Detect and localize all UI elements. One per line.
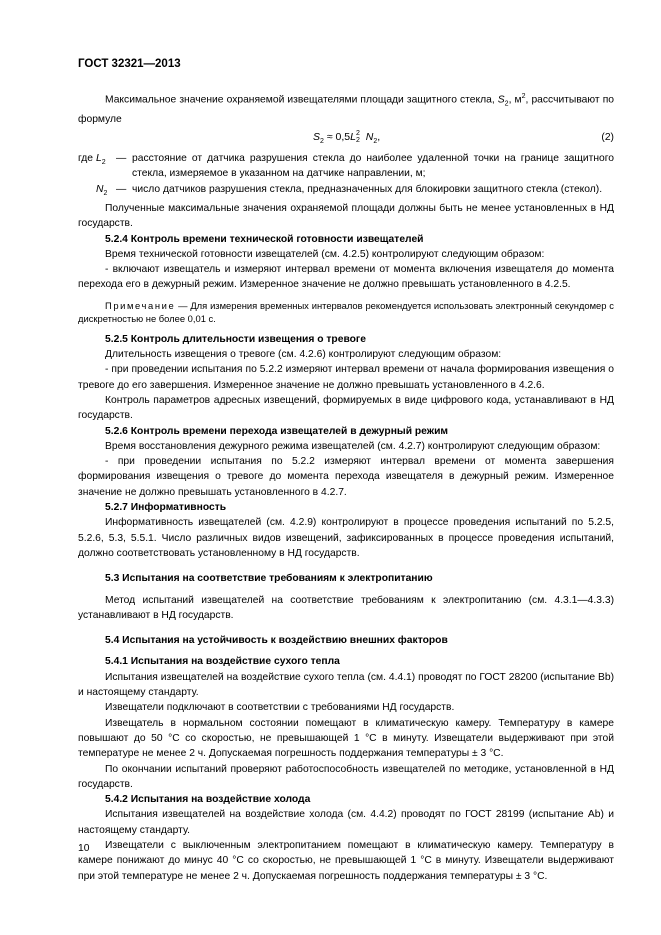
where-spacer	[78, 182, 96, 201]
note-label: Примечание	[105, 299, 176, 311]
where-n2-dash: —	[116, 183, 127, 195]
formula-lhs: S	[313, 131, 321, 144]
section-gap	[78, 623, 614, 633]
where-label: где	[78, 153, 94, 165]
heading-5-2-4: 5.2.4 Контроль времени технической готовности извещателей	[105, 233, 424, 245]
paragraph-5-2-4-1: Время технической готовности извещателей (см. 4.2.5) контролируют следующим образом:	[105, 248, 545, 260]
where-n2-text: число датчиков разрушения стекла, предназначенных для блокировки защитного стекла (стекол).	[132, 183, 603, 195]
document-header: ГОСТ 32321—2013	[78, 58, 181, 70]
intro-paragraph	[78, 89, 614, 127]
paragraph-5-4-1-3: Извещатель в нормальном состоянии помещают в климатическую камеру. Температуру в камере повышают до 50 °С со скоростью, не превышающей 1 °С в минуту. Извещатели выдерживают при этой температуре не менее 2 ч. Допускаемая погрешность поддержания температуры ± 3 °С.	[78, 717, 614, 760]
formula-l-sub: 2	[355, 137, 360, 145]
s2-symbol: S	[497, 94, 505, 106]
s2-subscript: 2	[504, 100, 509, 108]
where-l2-symbol: $L_2$	[96, 153, 106, 167]
note-paragraph	[78, 299, 614, 326]
intro-text-after: , рассчитывают по формуле	[78, 94, 614, 125]
where-l2-dash: —	[116, 153, 127, 165]
formula-eq: ≈ 0,5	[323, 131, 351, 144]
intro-text-before: Максимальное значение охраняемой извещателями площади защитного стекла,	[105, 94, 498, 106]
paragraph-5-2-6-1: Время восстановления дежурного режима извещателей (см. 4.2.7) контролируют следующим образом:	[105, 440, 601, 452]
formula-n-sub: 2	[373, 138, 378, 146]
paragraph-5-2-6-2: - при проведении испытания по 5.2.2 измеряют интервал времени от момента завершения формирования извещения о тревоге до момента перехода извещателя в дежурный режим. Измеренное значение не должно превышать установленного в 4.2.7.	[78, 456, 614, 498]
intro-text-mid: , м	[508, 94, 522, 106]
formula-l-sup: 2	[355, 130, 360, 138]
paragraph-obtained-values: Полученные максимальные значения охраняемой площади должны быть не менее установленных в НД государств.	[78, 203, 614, 230]
paragraph-5-4-2-2: Извещатели с выключенным электропитанием помещают в климатическую камеру. Температуру в камере понижают до минус 40 °С со скоростью, не превышающей 1 °С в минуту. Извещатели выдерживают при этой температуре не менее 2 ч. Допускаемая погрешность поддержания температуры ± 3 °С.	[78, 839, 614, 882]
page-number: 10	[78, 843, 90, 854]
where-n2-symbol: $N_2$	[96, 183, 108, 197]
where-l2-text: расстояние от датчика разрушения стекла до наиболее удаленной точки на границе защитного стекла, измеряемое в указанном на датчике направлении, м;	[132, 153, 614, 180]
heading-5-4-2: 5.4.2 Испытания на воздействие холода	[105, 794, 311, 806]
heading-5-3: 5.3 Испытания на соответствие требованиям к электропитанию	[105, 573, 433, 585]
paragraph-5-2-5-2: - при проведении испытания по 5.2.2 измеряют интервал времени от начала формирования извещения о тревоге до его завершения. Измеренное значение не должно превышать установленного в 4.2.6.	[78, 364, 614, 391]
formula-n: N	[365, 131, 374, 144]
heading-5-4: 5.4 Испытания на устойчивость к воздействию внешних факторов	[105, 635, 448, 647]
heading-5-4-1: 5.4.1 Испытания на воздействие сухого тепла	[105, 656, 340, 668]
formula-lhs-sub: 2	[320, 138, 324, 146]
paragraph-5-4-1-4: По окончании испытаний проверяют работоспособность извещателей по методике, установленной в НД государств.	[78, 763, 614, 790]
formula-2	[78, 129, 614, 147]
note-text: — Для измерения временных интервалов рекомендуется использовать электронный секундомер с дискретностью не более 0,01 с.	[78, 299, 614, 325]
paragraph-5-4-2-1: Испытания извещателей на воздействие холода (см. 4.4.2) проводят по ГОСТ 28199 (испытание Ab) и настоящему стандарту.	[78, 809, 614, 836]
formula-l: L	[350, 131, 356, 144]
paragraph-5-2-7-1: Информативность извещателей (см. 4.2.9) контролируют в процессе проведения испытаний по 5.2.5, 5.2.6, 5.3, 5.5.1. Число различных видов извещений, зафиксированных в процессе проведения испытаний, должно соответствовать установленному в НД государств.	[78, 517, 614, 559]
paragraph-5-2-5-3: Контроль параметров адресных извещений, формируемых в виде цифрового кода, устанавливают в НД государств.	[78, 394, 614, 422]
heading-5-2-6: 5.2.6 Контроль времени перехода извещателей в дежурный режим	[105, 425, 449, 437]
m-superscript: 2	[521, 93, 526, 100]
page-content	[78, 89, 614, 884]
heading-5-2-5: 5.2.5 Контроль длительности извещения о тревоге	[105, 333, 366, 345]
section-gap	[78, 561, 614, 571]
where-list	[78, 151, 614, 201]
paragraph-5-2-5-1: Длительность извещения о тревоге (см. 4.2.6) контролируют следующим образом:	[105, 349, 502, 361]
paragraph-5-4-1-1: Испытания извещателей на воздействие сухого тепла (см. 4.4.1) проводят по ГОСТ 28200 (испытание Bb) и настоящему стандарту.	[78, 671, 614, 699]
paragraph-5-4-1-2: Извещатели подключают в соответствии с требованиями НД государств.	[105, 702, 455, 714]
heading-5-2-7: 5.2.7 Информативность	[105, 502, 227, 514]
formula-expression	[313, 130, 380, 149]
paragraph-5-2-4-2: - включают извещатель и измеряют интервал времени от момента включения извещателя до момента перехода его в дежурный режим. Измеренное значение не должно превышать установленного в 4.2.5.	[78, 264, 614, 291]
formula-number: (2)	[601, 132, 614, 144]
formula-tail: ,	[377, 131, 381, 144]
paragraph-5-3-1: Метод испытаний извещателей на соответствие требованиям к электропитанию (см. 4.3.1—4.3.3) устанавливают в НД государств.	[78, 594, 614, 621]
